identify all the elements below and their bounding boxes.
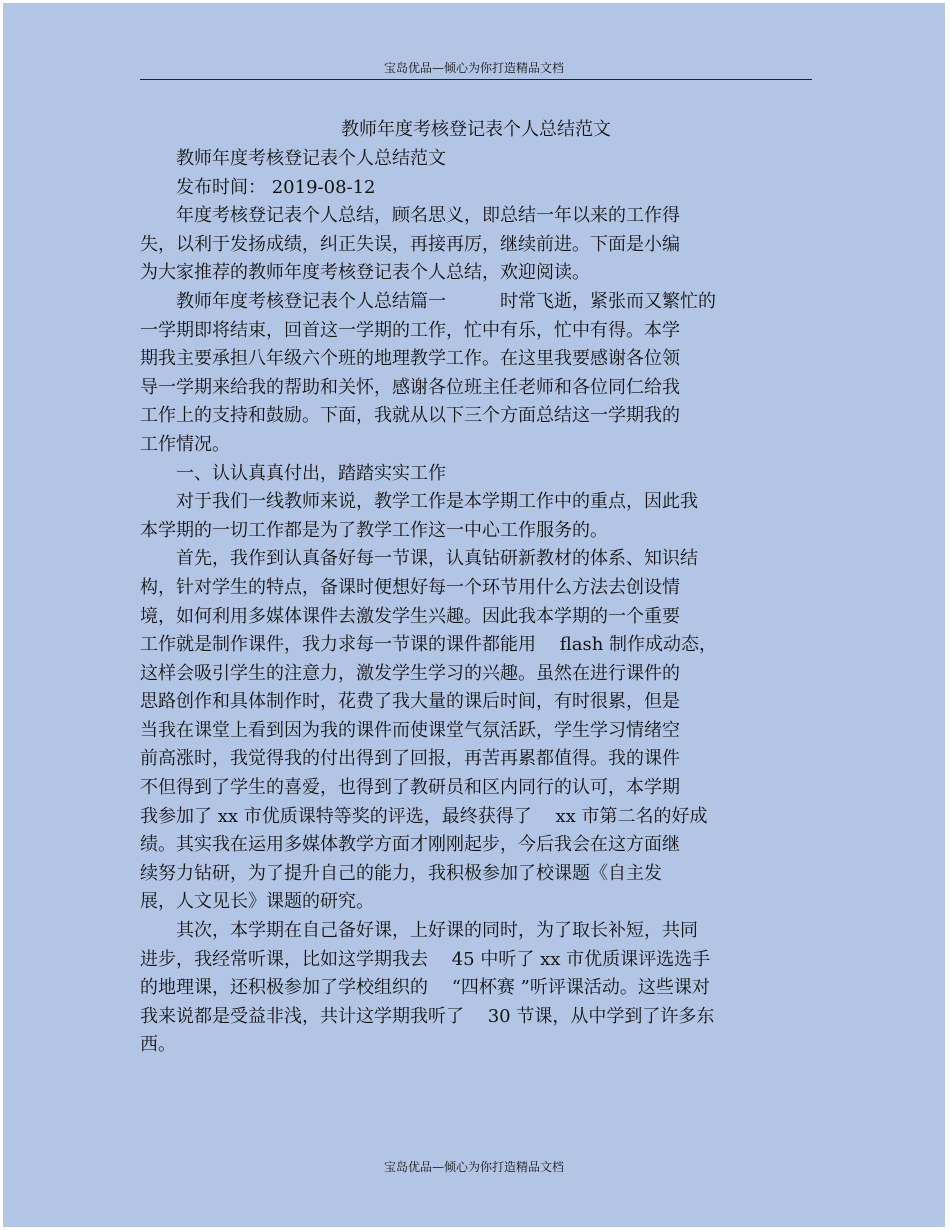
text-line: 的地理课，还积极参加了学校组织的 “四杯赛 ”听评课活动。这些课对 <box>140 977 710 999</box>
text-line: 首先，我作到认真备好每一节课，认真钻研新教材的体系、知识结 <box>176 548 698 570</box>
text-line: 续努力钻研，为了提升自己的能力，我积极参加了校课题《自主发 <box>140 862 662 884</box>
text-line: 教师年度考核登记表个人总结篇一 时常飞逝，紧张而又繁忙的 <box>176 290 716 312</box>
text-line: 前高涨时，我觉得我的付出得到了回报，再苦再累都值得。我的课件 <box>140 748 680 770</box>
text-line: 失，以利于发扬成绩，纠正失误，再接再厉，继续前进。下面是小编 <box>140 233 680 255</box>
text-line: 对于我们一线教师来说，教学工作是本学期工作中的重点，因此我 <box>176 491 698 513</box>
paragraph <box>140 145 795 174</box>
text-line: 工作上的支持和鼓励。下面，我就从以下三个方面总结这一学期我的 <box>140 405 680 427</box>
paragraph <box>140 488 795 545</box>
page-header: 宝岛优品—倾心为你打造精品文档 <box>383 61 564 75</box>
text-line: 不但得到了学生的喜爱，也得到了教研员和区内同行的认可，本学期 <box>140 777 680 799</box>
text-line: 展，人文见长》课题的研究。 <box>140 891 374 913</box>
paragraph <box>140 174 795 203</box>
header-divider <box>140 79 812 80</box>
document-body <box>140 145 795 1060</box>
text-line: 工作情况。 <box>140 433 230 455</box>
text-line: 本学期的一切工作都是为了教学工作这一中心工作服务的。 <box>140 519 608 541</box>
page-footer: 宝岛优品—倾心为你打造精品文档 <box>383 1160 564 1174</box>
text-line: 一、认认真真付出，踏踏实实工作 <box>176 462 446 484</box>
document-page <box>3 3 945 1227</box>
paragraph <box>140 545 795 917</box>
text-line: 我来说都是受益非浅，共计这学期我听了 30 节课，从中学到了许多东 <box>140 1005 715 1027</box>
text-line: 一学期即将结束，回首这一学期的工作，忙中有乐，忙中有得。本学 <box>140 319 680 341</box>
text-line: 思路创作和具体制作时，花费了我大量的课后时间，有时很累，但是 <box>140 691 680 713</box>
text-line: 绩。其实我在运用多媒体教学方面才刚刚起步，今后我会在这方面继 <box>140 834 680 856</box>
text-line: 年度考核登记表个人总结，顾名思义，即总结一年以来的工作得 <box>176 205 680 227</box>
text-line: 当我在课堂上看到因为我的课件而使课堂气氛活跃，学生学习情绪空 <box>140 719 680 741</box>
paragraph <box>140 460 795 489</box>
paragraph <box>140 202 795 288</box>
text-line: 工作就是制作课件，我力求每一节课的课件都能用 flash 制作成动态， <box>140 634 718 656</box>
paragraph <box>140 288 795 460</box>
text-line: 发布时间： 2019-08-12 <box>176 176 376 198</box>
text-line: 境，如何利用多媒体课件去激发学生兴趣。因此我本学期的一个重要 <box>140 605 680 627</box>
text-line: 西。 <box>140 1034 176 1056</box>
text-line: 我参加了 xx 市优质课特等奖的评选，最终获得了 xx 市第二名的好成 <box>140 805 708 827</box>
text-line: 其次，本学期在自己备好课，上好课的同时，为了取长补短，共同 <box>176 920 698 942</box>
paragraph <box>140 917 795 1060</box>
text-line: 导一学期来给我的帮助和关怀，感谢各位班主任老师和各位同仁给我 <box>140 376 680 398</box>
text-line: 这样会吸引学生的注意力，激发学生学习的兴趣。虽然在进行课件的 <box>140 662 680 684</box>
text-line: 为大家推荐的教师年度考核登记表个人总结，欢迎阅读。 <box>140 262 590 284</box>
text-line: 教师年度考核登记表个人总结范文 <box>176 148 446 169</box>
text-line: 进步，我经常听课，比如这学期我去 45 中听了 xx 市优质课评选选手 <box>140 948 711 970</box>
text-line: 期我主要承担八年级六个班的地理教学工作。在这里我要感谢各位领 <box>140 348 680 370</box>
text-line: 构，针对学生的特点，备课时便想好每一个环节用什么方法去创设情 <box>140 576 680 598</box>
document-title: 教师年度考核登记表个人总结范文 <box>341 119 611 140</box>
